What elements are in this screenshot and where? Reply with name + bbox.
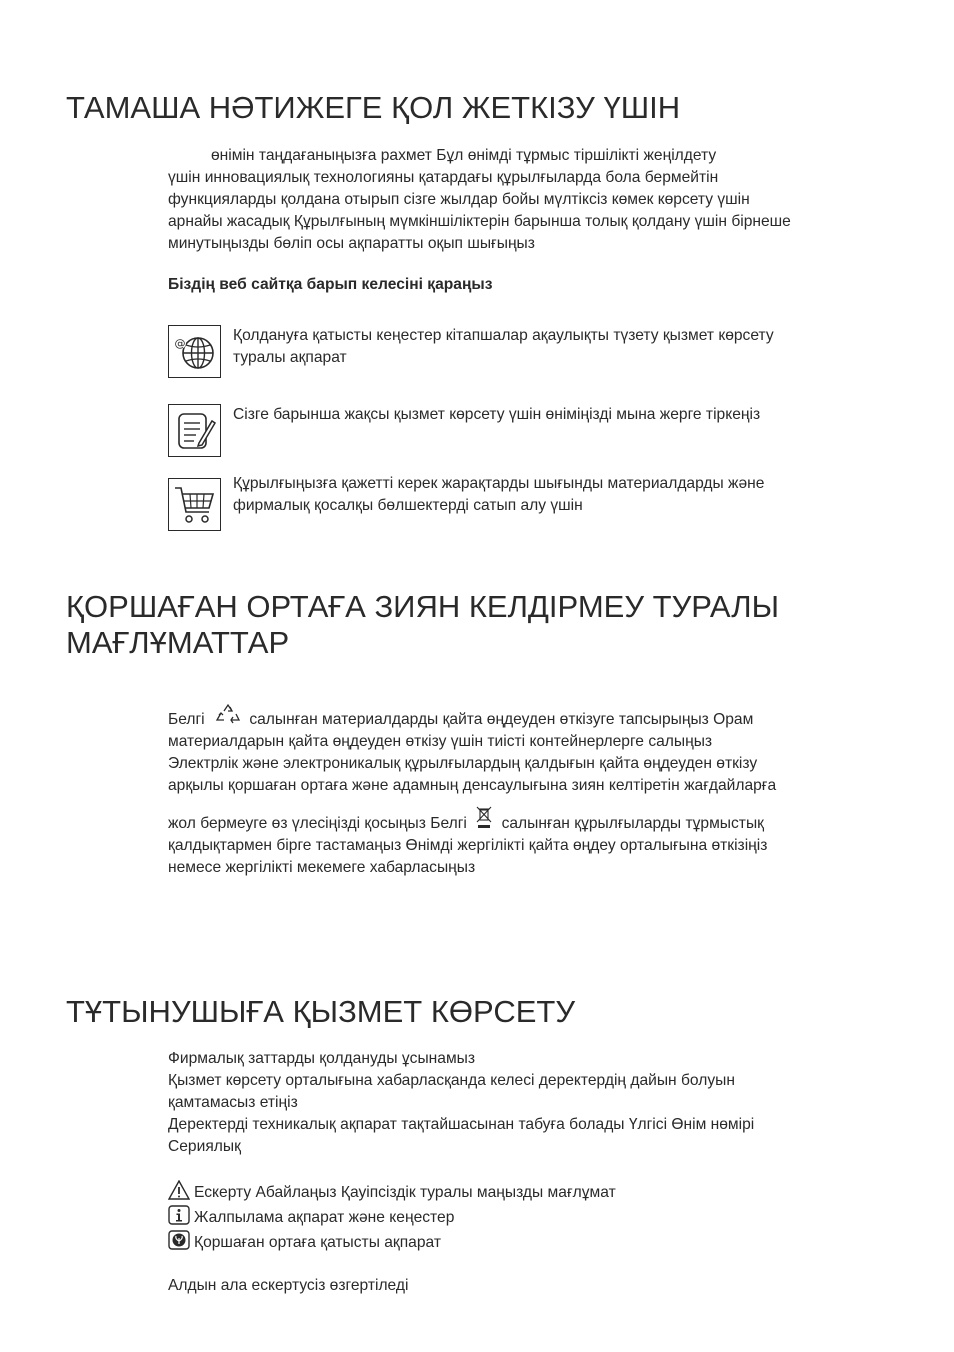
env-line: арқылы қоршаған ортаға және адамның денсаулығына зиян келтіретін жағдайларға: [168, 777, 777, 794]
section-heading-customer-service: ТҰТЫНУШЫҒА ҚЫЗМЕТ КӨРСЕТУ: [66, 994, 576, 1029]
customer-service-paragraph: [168, 1048, 908, 1158]
env-line: Электрлік және электроникалық құрылғылардың қалдығын қайта өңдеуден өткізу: [168, 755, 758, 772]
heading-line: ҚОРШАҒАН ОРТАҒА ЗИЯН КЕЛДІРМЕУ ТУРАЛЫ: [66, 589, 780, 624]
recycle-icon: [215, 702, 241, 726]
env-text: жол бермеуге өз үлесіңізді қосыңыз Белгі: [168, 815, 467, 832]
env-text: Белгі: [168, 711, 205, 728]
intro-line: арнайы жасадық Құрылғының мүмкіншіліктерін барынша толық қолдану үшін бірнеше: [168, 213, 791, 230]
symbol-legend: [168, 1180, 616, 1255]
web-globe-icon: [168, 325, 221, 378]
legend-row-warning: [168, 1180, 616, 1205]
service-line: қамтамасыз етіңіз: [168, 1094, 298, 1111]
link-text-line: Сізге барынша жақсы қызмет көрсету үшін өніміңізді мына жерге тіркеңіз: [233, 406, 761, 423]
env-line: қалдықтармен бірге тастамаңыз Өнімді жергілікті қайта өңдеу орталығына өткізіңіз: [168, 837, 768, 854]
service-line: Фирмалық заттарды қолдануды ұсынамыз: [168, 1050, 476, 1067]
website-prompt: Біздің веб сайтқа барып келесіні қараңыз: [168, 276, 493, 293]
website-link-register-text: [233, 404, 913, 426]
link-text-line: Құрылғыңызға қажетті керек жарақтарды шығынды материалдарды және: [233, 475, 765, 492]
intro-line: өнімін таңдағаныңызға рахмет Бұл өнімді тұрмыс тіршілікті жеңілдету: [211, 147, 717, 164]
env-line: немесе жергілікті мекемеге хабарласыңыз: [168, 859, 476, 876]
legend-text: Жалпылама ақпарат және кеңестер: [194, 1209, 455, 1226]
intro-line: үшін инновациялық технологияны қатардағы құрылғыларда бола бермейтін: [168, 169, 719, 186]
register-document-icon: [168, 404, 221, 457]
section-heading-environment: [66, 589, 779, 661]
env-line: [168, 805, 908, 835]
environment-icon: [168, 1230, 190, 1250]
legend-row-environment: [168, 1230, 616, 1255]
intro-line: функцияларды қолдана отырып сізге жылдар бойы мүлтіксіз көмек көрсету үшін: [168, 191, 750, 208]
crossed-bin-icon: [475, 805, 493, 829]
intro-line: минутыңызды бөліп осы ақпаратты оқып шығыңыз: [168, 235, 535, 252]
env-line: материалдарын қайта өңдеуден өткізу үшін тиісті контейнерлерге салыңыз: [168, 733, 713, 750]
env-text: салынған материалдарды қайта өңдеуден өткізуге тапсырыңыз Орам: [249, 711, 754, 728]
heading-line: МАҒЛҰМАТТАР: [66, 625, 290, 660]
link-text-line: Қолдануға қатысты кеңестер кітапшалар ақаулықты түзету қызмет көрсету: [233, 327, 774, 344]
svg-text:@: @: [174, 337, 186, 350]
shopping-cart-icon: [168, 478, 221, 531]
link-text-line: фирмалық қосалқы бөлшектерді сатып алу үшін: [233, 497, 583, 514]
legend-text: Ескерту Абайлаңыз Қауіпсіздік туралы маңызды мағлұмат: [194, 1184, 616, 1201]
env-text: салынған құрылғыларды тұрмыстық: [501, 815, 764, 832]
footer-note: Алдын ала ескертусіз өзгертіледі: [168, 1277, 409, 1294]
env-line: [168, 702, 908, 731]
info-icon: [168, 1205, 190, 1225]
service-line: Қызмет көрсету орталығына хабарласқанда келесі деректердің дайын болуын: [168, 1072, 735, 1089]
link-text-line: туралы ақпарат: [233, 349, 347, 366]
intro-paragraph: [168, 145, 908, 255]
legend-text: Қоршаған ортаға қатысты ақпарат: [194, 1234, 441, 1251]
environment-paragraph: [168, 702, 908, 879]
service-line: Деректерді техникалық ақпарат тақтайшасынан табуға болады Үлгісі Өнім нөмірі: [168, 1116, 755, 1133]
website-link-support-text: [233, 325, 913, 369]
legend-row-info: [168, 1205, 616, 1230]
website-link-shop-text: [233, 473, 913, 517]
section-heading-results: ТАМАША НӘТИЖЕГЕ ҚОЛ ЖЕТКІЗУ ҮШІН: [66, 90, 681, 125]
warning-triangle-icon: [168, 1180, 190, 1200]
service-line: Сериялық: [168, 1138, 241, 1155]
